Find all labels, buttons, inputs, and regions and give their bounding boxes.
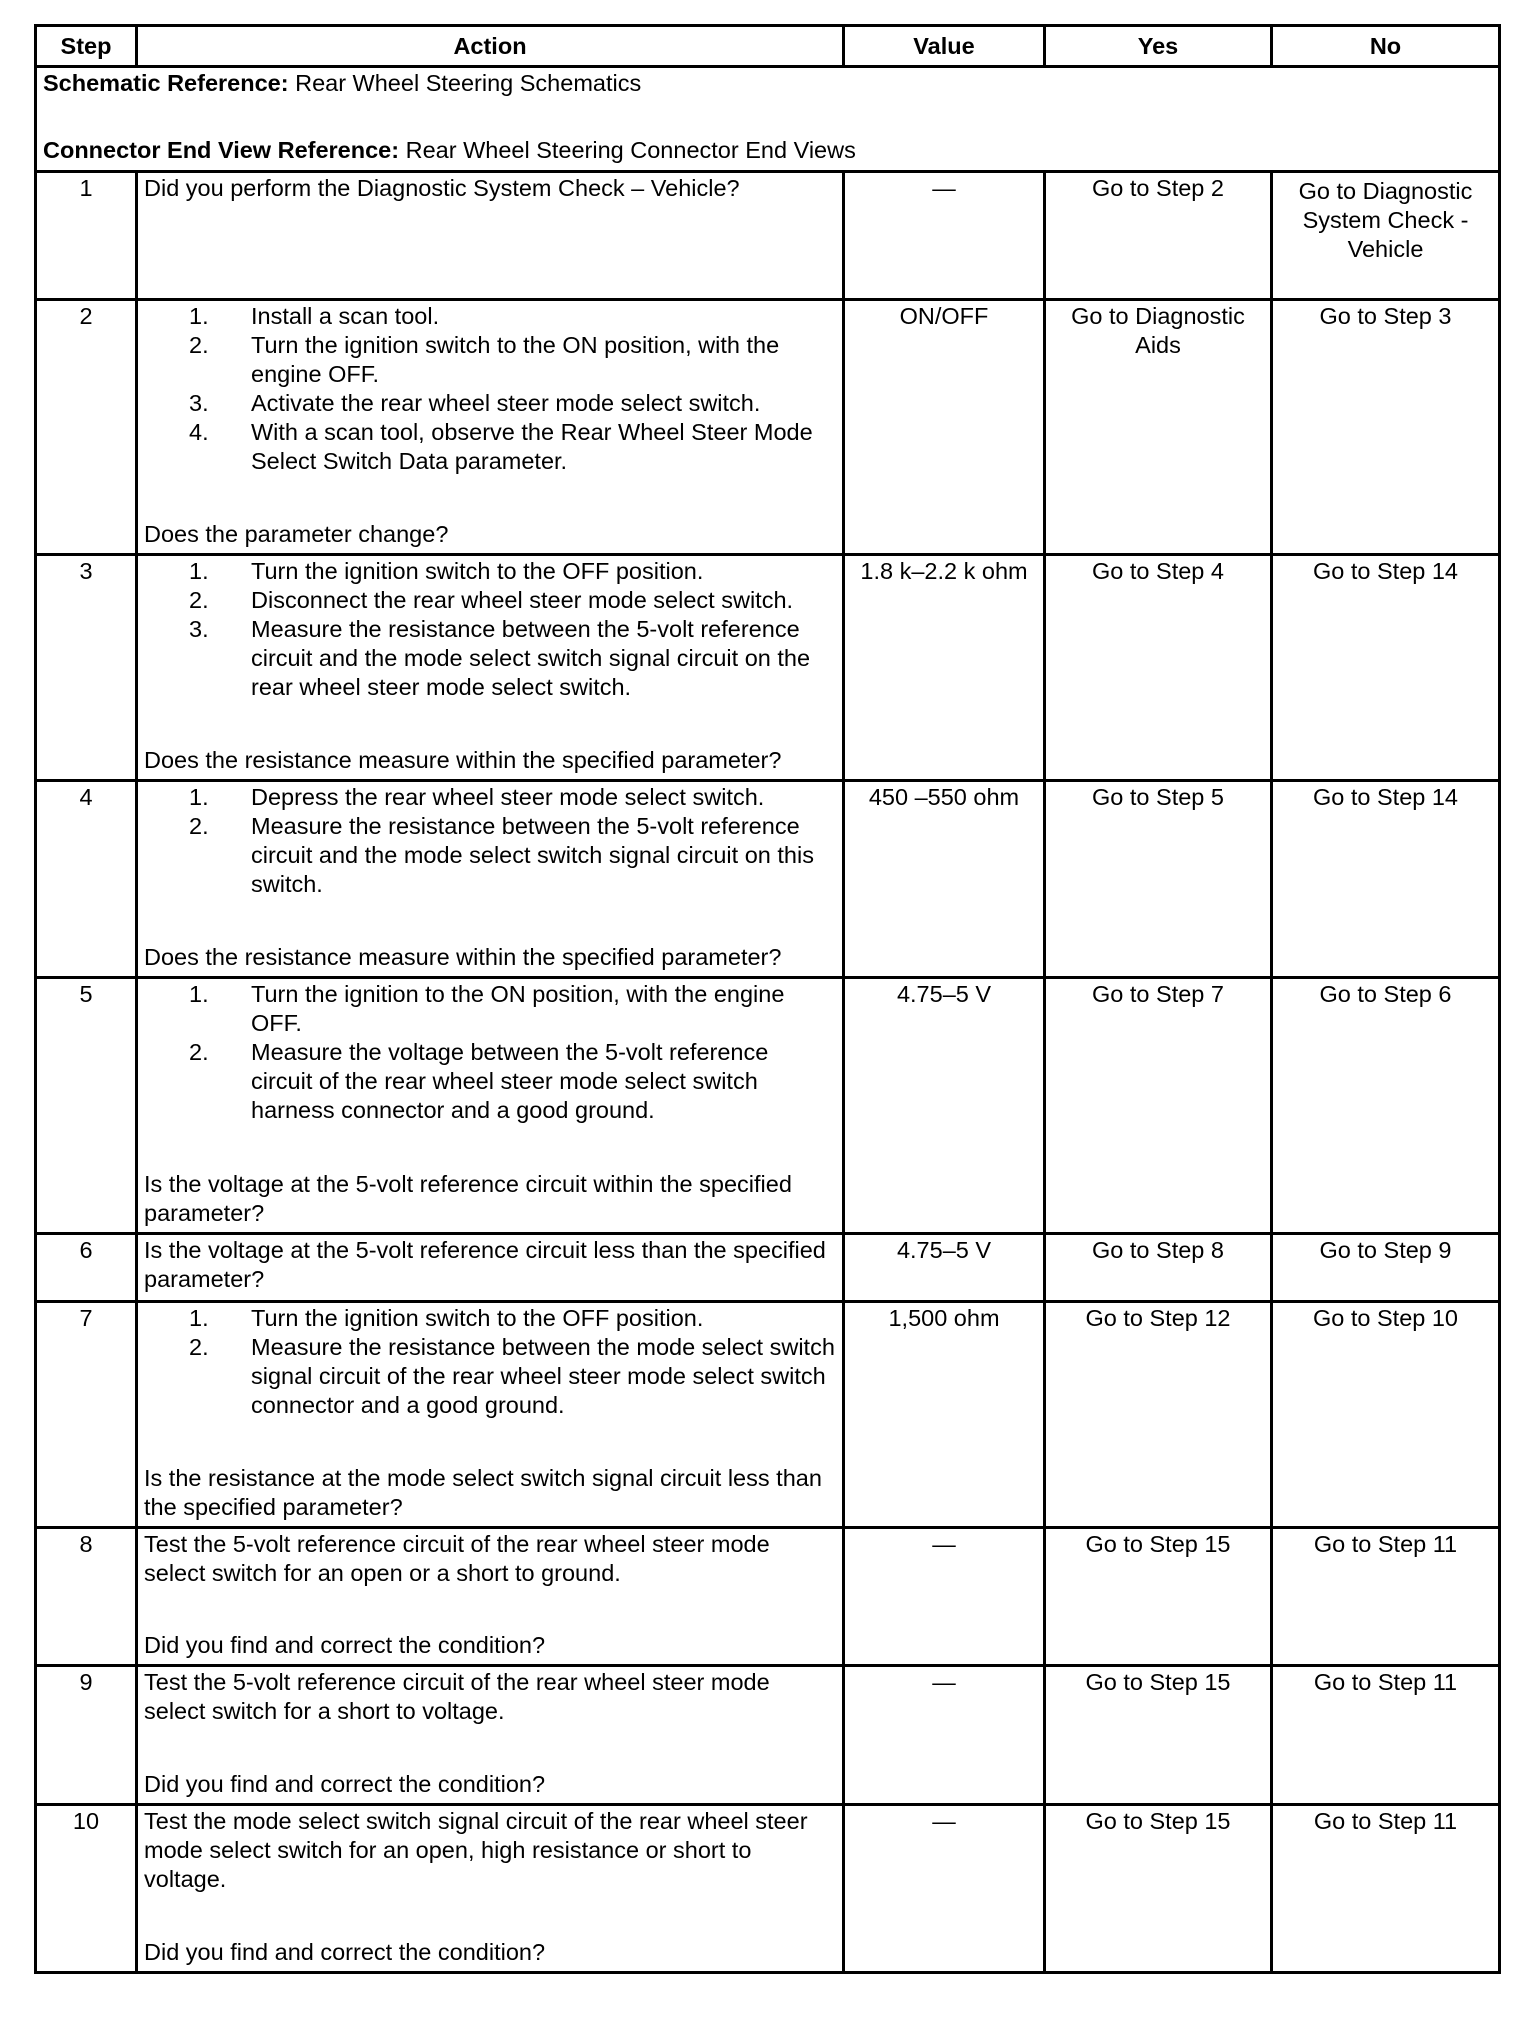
step-number: 2 [36,300,137,555]
no-action-link[interactable]: Go to Diagnostic System Check - Vehicle [1272,172,1500,300]
step-number: 9 [36,1666,137,1805]
header-step: Step [36,26,137,67]
substep-item [144,615,836,702]
substep-list [144,783,836,899]
action-question: Does the resistance measure within the specified parameter? [144,944,782,970]
substep-item [144,389,836,418]
step-row [36,1528,1500,1666]
substep-list [144,302,836,476]
substep-number: 3. [189,390,209,416]
action-question: Does the resistance measure within the specified parameter? [144,747,782,773]
substep-number: 1. [189,303,209,329]
substep-item [144,812,836,899]
substep-list [144,1304,836,1420]
step-number: 8 [36,1528,137,1666]
action-cell [137,1805,844,1973]
value-cell: — [844,1666,1045,1805]
value-cell: ON/OFF [844,300,1045,555]
action-question: Is the resistance at the mode select switch signal circuit less than the specified parameter? [144,1465,822,1520]
yes-action-link[interactable]: Go to Step 5 [1045,781,1272,978]
substep-text: Depress the rear wheel steer mode select switch. [251,784,765,810]
step-row [36,1234,1500,1302]
no-action-link[interactable]: Go to Step 9 [1272,1234,1500,1302]
substep-number: 2. [189,813,209,839]
step-row [36,1805,1500,1973]
yes-action-link[interactable]: Go to Step 15 [1045,1805,1272,1973]
substep-item [144,586,836,615]
action-intro: Test the 5-volt reference circuit of the rear wheel steer mode select switch for a short to voltage. [144,1669,770,1724]
value-cell: 1,500 ohm [844,1302,1045,1528]
action-cell [137,1302,844,1528]
connector-reference-label: Connector End View Reference: [43,137,400,163]
substep-item [144,1333,836,1420]
yes-action-link[interactable]: Go to Step 15 [1045,1528,1272,1666]
value-cell: — [844,1805,1045,1973]
action-cell [137,978,844,1234]
action-cell [137,781,844,978]
value-cell: — [844,172,1045,300]
step-row [36,781,1500,978]
yes-action-link[interactable]: Go to Step 4 [1045,555,1272,781]
action-question: Is the voltage at the 5-volt reference circuit within the specified parameter? [144,1171,792,1226]
header-row [36,26,1500,67]
substep-text: Activate the rear wheel steer mode select switch. [251,390,761,416]
value-cell: 450 –550 ohm [844,781,1045,978]
yes-action-link[interactable]: Go to Diagnostic Aids [1045,300,1272,555]
substep-text: Measure the voltage between the 5-volt reference circuit of the rear wheel steer mode select switch harness connector and a good ground. [251,1039,769,1123]
substep-item [144,1038,836,1125]
step-row [36,300,1500,555]
header-action: Action [137,26,844,67]
header-yes: Yes [1045,26,1272,67]
connector-reference-link[interactable]: Rear Wheel Steering Connector End Views [399,137,856,163]
substep-text: With a scan tool, observe the Rear Wheel Steer Mode Select Switch Data parameter. [251,419,813,474]
action-question: Is the voltage at the 5-volt reference circuit less than the specified parameter? [144,1237,826,1292]
value-cell: — [844,1528,1045,1666]
action-cell [137,300,844,555]
action-intro: Test the mode select switch signal circuit of the rear wheel steer mode select switch for an open, high resistance or short to voltage. [144,1808,808,1892]
diagnostic-table [34,24,1501,1974]
step-number: 4 [36,781,137,978]
substep-text: Measure the resistance between the 5-volt reference circuit and the mode select switch signal circuit on this switch. [251,813,814,897]
action-question: Did you find and correct the condition? [144,1771,546,1797]
action-cell [137,1528,844,1666]
substep-item [144,331,836,389]
substep-item [144,1304,836,1333]
action-question: Does the parameter change? [144,521,449,547]
substep-text: Turn the ignition switch to the OFF position. [251,1305,704,1331]
step-number: 3 [36,555,137,781]
substep-text: Install a scan tool. [251,303,440,329]
yes-action-link[interactable]: Go to Step 7 [1045,978,1272,1234]
step-row [36,172,1500,300]
substep-list [144,557,836,702]
no-action-link[interactable]: Go to Step 11 [1272,1528,1500,1666]
header-value: Value [844,26,1045,67]
substep-number: 4. [189,419,209,445]
step-number: 1 [36,172,137,300]
substep-item [144,418,836,476]
no-action-link[interactable]: Go to Step 11 [1272,1666,1500,1805]
no-action-link[interactable]: Go to Step 11 [1272,1805,1500,1973]
no-action-link[interactable]: Go to Step 10 [1272,1302,1500,1528]
substep-number: 1. [189,1305,209,1331]
value-cell: 4.75–5 V [844,1234,1045,1302]
step-row [36,1302,1500,1528]
substep-text: Measure the resistance between the mode select switch signal circuit of the rear wheel steer mode select switch connector and a good ground. [251,1334,835,1418]
schematic-reference-link[interactable]: Rear Wheel Steering Schematics [288,70,642,96]
substep-number: 3. [189,616,209,642]
substep-number: 2. [189,587,209,613]
substep-item [144,302,836,331]
step-row [36,978,1500,1234]
value-cell: 4.75–5 V [844,978,1045,1234]
substep-text: Turn the ignition switch to the ON position, with the engine OFF. [251,332,780,387]
reference-cell [36,67,1500,172]
reference-row [36,67,1500,172]
substep-text: Measure the resistance between the 5-volt reference circuit and the mode select switch signal circuit on the rear wheel steer mode select switch. [251,616,811,700]
substep-text: Turn the ignition to the ON position, with the engine OFF. [251,981,785,1036]
yes-action-link[interactable]: Go to Step 2 [1045,172,1272,300]
substep-text: Turn the ignition switch to the OFF position. [251,558,704,584]
substep-number: 1. [189,981,209,1007]
value-cell: 1.8 k–2.2 k ohm [844,555,1045,781]
step-number: 6 [36,1234,137,1302]
no-action-link[interactable]: Go to Step 14 [1272,781,1500,978]
substep-item [144,557,836,586]
no-action-link[interactable]: Go to Step 14 [1272,555,1500,781]
step-row [36,1666,1500,1805]
schematic-reference-label: Schematic Reference: [43,70,289,96]
substep-number: 2. [189,1039,209,1065]
yes-action-link[interactable]: Go to Step 15 [1045,1666,1272,1805]
no-action-link[interactable]: Go to Step 3 [1272,300,1500,555]
yes-action-link[interactable]: Go to Step 8 [1045,1234,1272,1302]
connector-reference [43,136,1492,165]
action-cell [137,172,844,300]
step-number: 10 [36,1805,137,1973]
no-action-link[interactable]: Go to Step 6 [1272,978,1500,1234]
action-question: Did you find and correct the condition? [144,1632,546,1658]
action-question: Did you perform the Diagnostic System Check – Vehicle? [144,175,740,201]
action-cell [137,555,844,781]
step-number: 7 [36,1302,137,1528]
substep-number: 2. [189,1334,209,1360]
header-no: No [1272,26,1500,67]
substep-number: 2. [189,332,209,358]
substep-item [144,980,836,1038]
action-question: Did you find and correct the condition? [144,1939,546,1965]
action-intro: Test the 5-volt reference circuit of the rear wheel steer mode select switch for an open or a short to ground. [144,1531,770,1586]
step-row [36,555,1500,781]
schematic-reference [43,69,1492,98]
substep-number: 1. [189,558,209,584]
substep-number: 1. [189,784,209,810]
step-number: 5 [36,978,137,1234]
substep-list [144,980,836,1125]
action-cell [137,1666,844,1805]
substep-text: Disconnect the rear wheel steer mode select switch. [251,587,794,613]
yes-action-link[interactable]: Go to Step 12 [1045,1302,1272,1528]
action-cell [137,1234,844,1302]
substep-item [144,783,836,812]
